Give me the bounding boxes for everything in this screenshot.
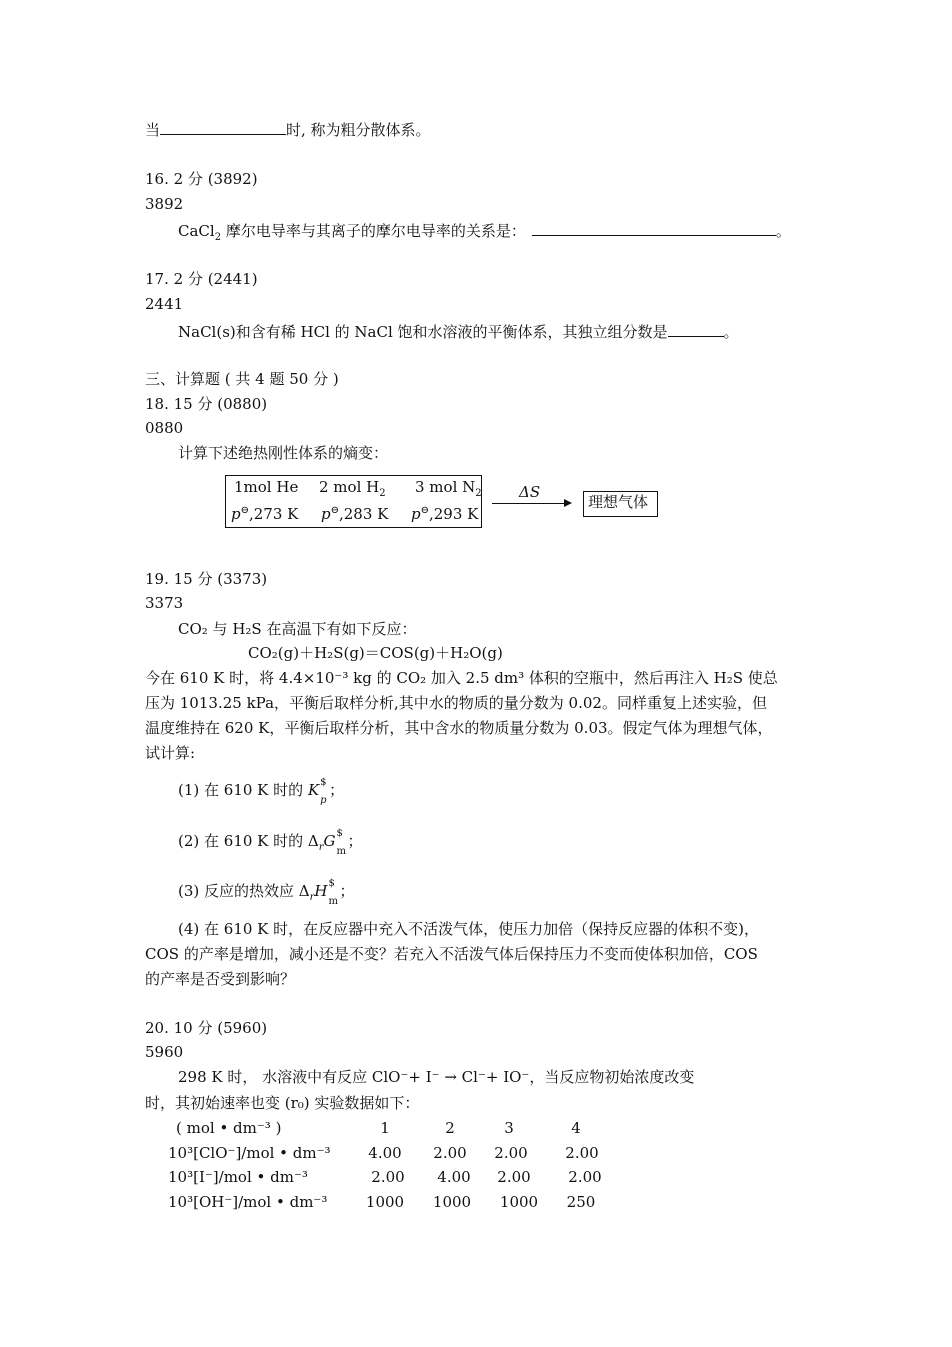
q18-box-h2: 2 mol $H_2$: [319, 478, 386, 499]
q20-cell: 250: [566, 1193, 596, 1211]
q18-box-he: 1mol He: [234, 478, 299, 496]
q20-row-label: 10³[I⁻]/mol • dm⁻³: [168, 1168, 308, 1186]
q19-code: 3373: [145, 594, 184, 612]
q18-box-n2: 3 mol $N_2$: [415, 478, 482, 499]
q17-end: 。: [723, 323, 739, 341]
q19-reaction: CO₂(g)＋H₂S(g)＝COS(g)＋H₂O(g): [248, 644, 503, 662]
q20-code: 5960: [145, 1043, 184, 1061]
q16-header: 16. 2 分 (3892): [145, 170, 258, 188]
q19-item-2: (2) 在 610 K 时的 $\Delta_rG$ $ m ；: [178, 828, 363, 857]
q19-para-line2: 压为 1013.25 kPa，平衡后取样分析,其中水的物质的量分数为 0.02。同样重复上述实验，但: [145, 694, 767, 712]
q19-item-3: (3) 反应的热效应 $\Delta_rH$ $ m ；: [178, 878, 355, 907]
q18-box-he-cond: p⊖,273 K: [231, 505, 299, 523]
q19-para-line3: 温度维持在 620 K，平衡后取样分析，其中含水的物质量分数为 0.03。假定气体为理想气体，: [145, 719, 773, 737]
q19-para-line4: 试计算:: [145, 744, 196, 762]
q20-cell: 4.00: [437, 1168, 471, 1186]
section-3-title: 三、计算题 ( 共 4 题 50 分 ): [145, 370, 339, 388]
q16-text-post: 摩尔电导率与其离子的摩尔电导率的关系是：: [221, 222, 526, 240]
q16-text-sub: 2: [214, 232, 222, 243]
q17-answer-blank[interactable]: [668, 321, 724, 337]
q19-item-4-line1: (4) 在 610 K 时，在反应器中充入不活泼气体，使压力加倍（保持反应器的体积不变)，: [178, 920, 760, 938]
q20-row-label: 10³[OH⁻]/mol • dm⁻³: [168, 1193, 328, 1211]
q20-cell: 2.00: [371, 1168, 405, 1186]
q20-cell: 2.00: [565, 1144, 599, 1162]
q18-header: 18. 15 分 (0880): [145, 395, 268, 413]
q19-intro: CO₂ 与 H₂S 在高温下有如下反应：: [178, 620, 417, 638]
q20-table-unit-row: ( mol • dm⁻³ ): [176, 1119, 282, 1137]
q18-box-n2-cond: p⊖,293 K: [411, 505, 479, 523]
q18-arrow-label: ΔS: [519, 483, 541, 501]
q20-col-header: 1: [380, 1119, 390, 1137]
q20-cell: 2.00: [497, 1168, 531, 1186]
q20-cell: 2.00: [568, 1168, 602, 1186]
q19-item-4-line3: 的产率是否受到影响？: [145, 970, 296, 988]
q17-text: NaCl(s)和含有稀 HCl 的 NaCl 饱和水溶液的平衡体系，其独立组分数是: [178, 323, 668, 341]
q15-tail-line: [145, 119, 431, 141]
q19-item-4-line2: COS 的产率是增加，减小还是不变？若充入不活泼气体后保持压力不变而使体积加倍，COS: [145, 945, 758, 963]
q20-cell: 1000: [432, 1193, 472, 1211]
q15-prefix: 当: [145, 121, 161, 139]
q20-col-header: 2: [445, 1119, 455, 1137]
q20-cell: 1000: [499, 1193, 539, 1211]
q17-text-line: [178, 321, 739, 343]
q20-header: 20. 10 分 (5960): [145, 1019, 268, 1037]
q16-text-pre: CaCl: [178, 222, 215, 240]
q16-text-line: [178, 220, 791, 242]
q20-line2: 时，其初始速率也变 (r₀) 实验数据如下：: [145, 1094, 420, 1112]
q19-para-line1: 今在 610 K 时，将 4.4×10⁻³ kg 的 CO₂ 加入 2.5 dm³ 体积的空瓶中，然后再注入 H₂S 使总: [145, 669, 778, 687]
q15-answer-blank[interactable]: [160, 119, 286, 135]
q20-row-label: 10³[ClO⁻]/mol • dm⁻³: [168, 1144, 331, 1162]
q20-cell: 1000: [365, 1193, 405, 1211]
q18-arrow-line: [492, 503, 564, 504]
q18-box-h2-cond: p⊖,283 K: [321, 505, 389, 523]
q19-item-1: (1) 在 610 K 时的 K $ p ；: [178, 777, 345, 806]
q19-header: 19. 15 分 (3373): [145, 570, 268, 588]
q17-header: 17. 2 分 (2441): [145, 270, 258, 288]
q18-text: 计算下述绝热刚性体系的熵变：: [178, 444, 389, 462]
q16-answer-blank[interactable]: [532, 220, 776, 236]
q18-code: 0880: [145, 419, 184, 437]
q16-end: 。: [775, 222, 791, 240]
q18-arrow-head-icon: [564, 499, 572, 507]
q20-cell: 2.00: [433, 1144, 467, 1162]
q20-line1: 298 K 时， 水溶液中有反应 ClO⁻+ I⁻ → Cl⁻+ IO⁻，当反应物初始浓度改变: [178, 1068, 695, 1086]
q17-code: 2441: [145, 295, 184, 313]
q20-col-header: 3: [504, 1119, 514, 1137]
q16-code: 3892: [145, 195, 184, 213]
q20-cell: 2.00: [494, 1144, 528, 1162]
q18-final-state-label: 理想气体: [588, 493, 649, 511]
q15-suffix: 时, 称为粗分散体系。: [286, 121, 431, 139]
q20-cell: 4.00: [368, 1144, 402, 1162]
q20-col-header: 4: [571, 1119, 581, 1137]
